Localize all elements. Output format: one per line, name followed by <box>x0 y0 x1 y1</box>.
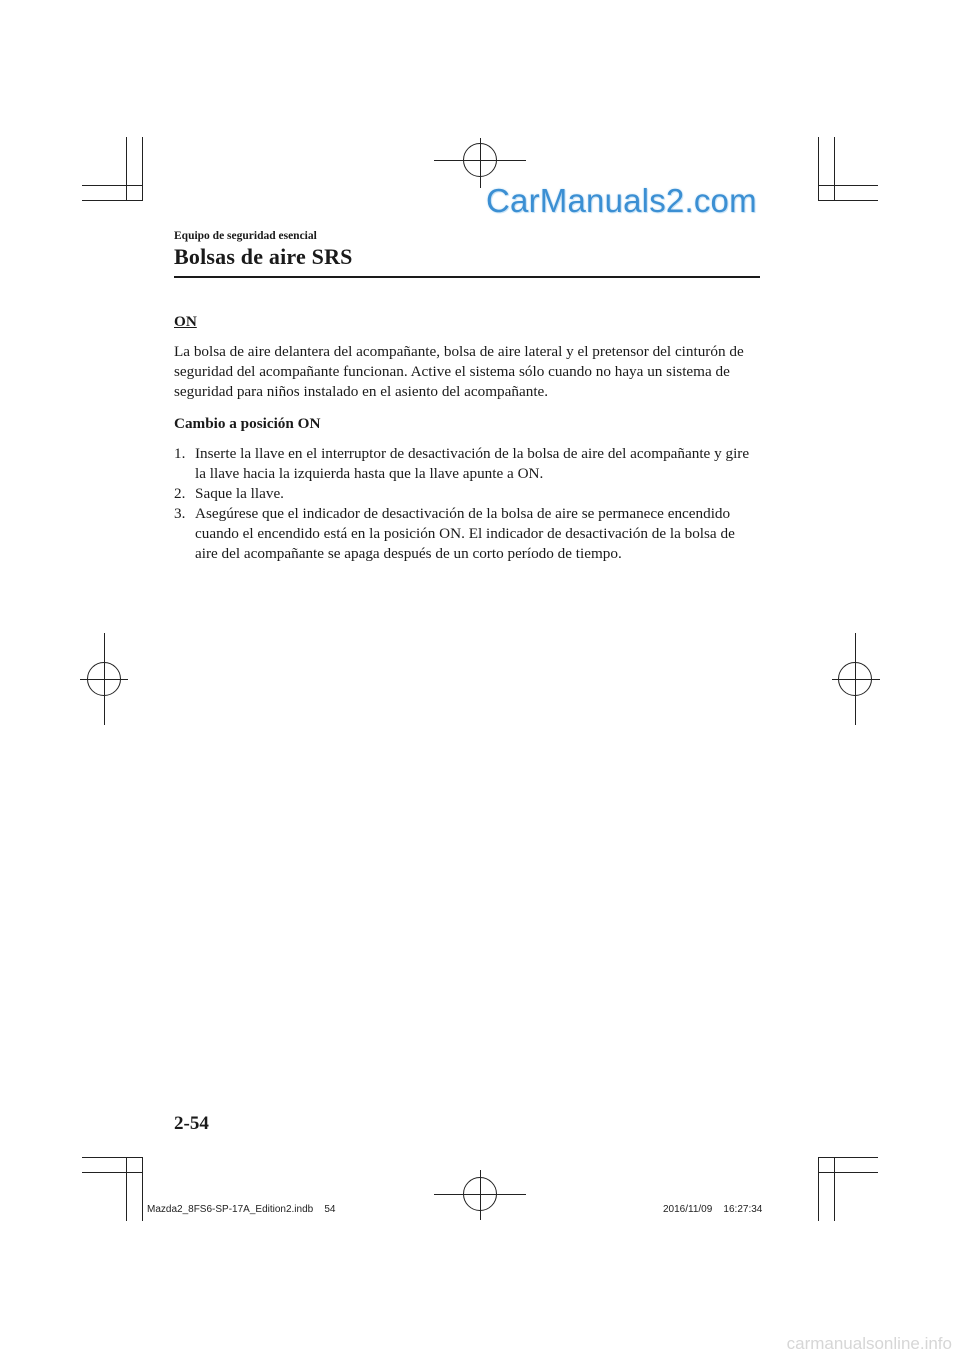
footer-filename: Mazda2_8FS6-SP-17A_Edition2.indb 54 <box>147 1204 336 1215</box>
step-item <box>174 504 760 564</box>
title-divider <box>174 276 760 278</box>
step-text: Saque la llave. <box>195 485 284 502</box>
footer-timestamp: 2016/11/09 16:27:34 <box>663 1204 763 1215</box>
procedure-heading: Cambio a posición ON <box>174 415 321 432</box>
step-item <box>174 484 760 504</box>
step-text: Inserte la llave en el interruptor de desactivación de la bolsa de aire del acompañante y gire la llave hacia la izquierda hasta que la llave apunte a ON. <box>195 445 750 482</box>
page-title: Bolsas de aire SRS <box>174 244 353 269</box>
procedure-steps <box>174 444 760 564</box>
subsection-heading-on: ON <box>174 313 197 330</box>
body-paragraph: La bolsa de aire delantera del acompañante, bolsa de aire lateral y el pretensor del cinturón de seguridad del acompañante funcionan. Active el sistema sólo cuando no haya un sistema de seguridad para niños instalado en el asiento del acompañante. <box>174 343 744 400</box>
step-number: 1. <box>174 445 186 462</box>
step-number: 3. <box>174 505 186 522</box>
watermark-logo: CarManuals2.com <box>486 182 757 219</box>
section-label: Equipo de seguridad esencial <box>174 230 317 242</box>
page-number: 2-54 <box>174 1113 209 1134</box>
site-watermark: carmanualsonline.info <box>786 1334 952 1353</box>
step-number: 2. <box>174 485 186 502</box>
step-text: Asegúrese que el indicador de desactivación de la bolsa de aire se permanece encendido cuando el encendido está en la posición ON. El indicador de desactivación de la bolsa de aire del acompañante se apaga después de un corto período de tiempo. <box>195 505 735 562</box>
main-content <box>174 312 760 564</box>
step-item <box>174 444 760 484</box>
